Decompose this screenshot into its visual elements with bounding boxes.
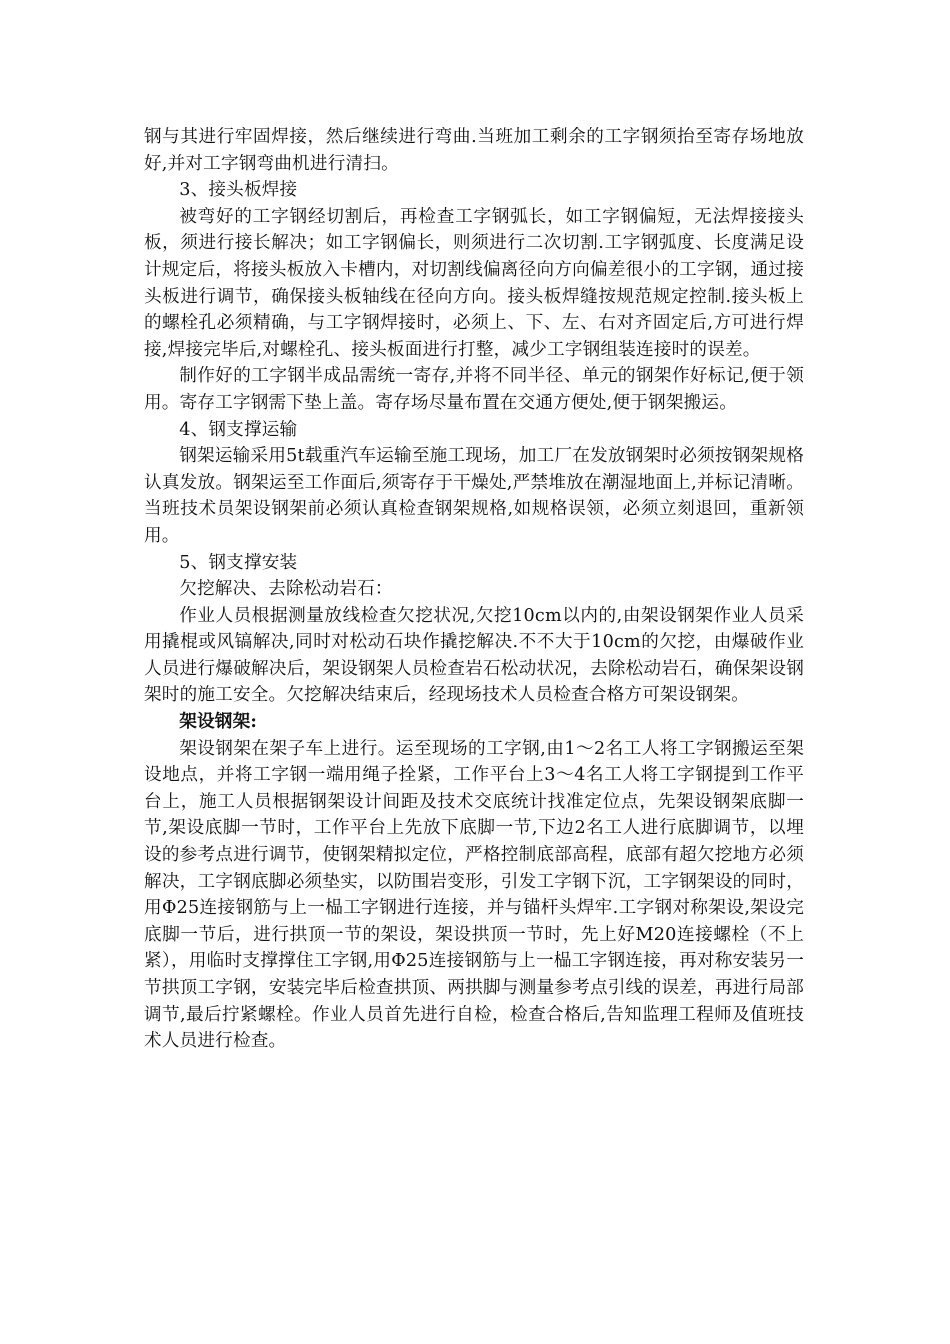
paragraph-underbreak-subheading: 欠挖解决、去除松动岩石： xyxy=(179,579,393,600)
section-heading-joint-plate-welding: 3、接头板焊接 xyxy=(179,180,298,201)
paragraph-joint-plate-welding: 被弯好的工字钢经切割后，再检查工字钢弧长，如工字钢偏短，无法焊接接头板，须进行接长解决；如工字钢偏长，则须进行二次切割.工字钢弧度、长度满足设计规定后，将接头板放入卡槽内，对切割线偏离径向方向偏差很小的工字钢，通过接头板进行调节，确保接头板轴线在径向方向。接头板焊缝按规范规定控制.接头板上的螺栓孔必须精确，与工字钢焊接时，必须上、下、左、右对齐固定后,方可进行焊接,焊接完毕后,对螺栓孔、接头板面进行打整，减少工字钢组装连接时的误差。 xyxy=(144,206,804,360)
paragraph-erect-steel-frame: 架设钢架在架子车上进行。运至现场的工字钢,由1～2名工人将工字钢搬运至架设地点，并将工字钢一端用绳子拴紧，工作平台上3～4名工人将工字钢提到工作平台上，施工人员根据钢架设计间距及技术交底统计找准定位点，先架设钢架底脚一节,架设底脚一节时，工作平台上先放下底脚一节,下边2名工人进行底脚调节，以埋设的参考点进行调节，使钢架精拟定位，严格控制底部高程，底部有超欠挖地方必须解决，工字钢底脚必须垫实，以防围岩变形，引发工字钢下沉，工字钢架设的同时，用Φ25连接钢筋与上一榀工字钢进行连接，并与锚杆头焊牢.工字钢对称架设,架设完底脚一节后，进行拱顶一节的架设，架设拱顶一节时，先上好M20连接螺栓（不上紧），用临时支撑撑住工字钢,用Φ25连接钢筋与上一榀工字钢连接，再对称安装另一节拱顶工字钢，安装完毕后检查拱顶、两拱脚与测量参考点引线的误差，再进行局部调节,最后拧紧螺栓。作业人员首先进行自检，检查合格后,告知监理工程师及值班技术人员进行检查。 xyxy=(144,738,804,1052)
section-heading-installation: 5、钢支撑安装 xyxy=(179,552,298,573)
document-body xyxy=(144,124,804,1055)
section-heading-erect-steel-frame: 架设钢架: xyxy=(179,711,258,733)
paragraph-underbreak: 作业人员根据测量放线检查欠挖状况,欠挖10cm以内的,由架设钢架作业人员采用撬棍或风镐解决,同时对松动石块作撬挖解决.不不大于10cm的欠挖，由爆破作业人员进行爆破解决后，架设钢架人员检查岩石松动状况，去除松动岩石，确保架设钢架时的施工安全。欠挖解决结束后，经现场技术人员检查合格方可架设钢架。 xyxy=(144,605,804,706)
paragraph-bending-continuation: 钢与其进行牢固焊接，然后继续进行弯曲.当班加工剩余的工字钢须抬至寄存场地放好,并对工字钢弯曲机进行清扫。 xyxy=(144,127,804,174)
paragraph-storage: 制作好的工字钢半成品需统一寄存,并将不同半径、单元的钢架作好标记,便于领用。寄存工字钢需下垫上盖。寄存场尽量布置在交通方便处,便于钢架搬运。 xyxy=(144,366,804,413)
paragraph-transport: 钢架运输采用5t载重汽车运输至施工现场，加工厂在发放钢架时必须按钢架规格认真发放。钢架运至工作面后,须寄存于干燥处,严禁堆放在潮湿地面上,并标记清晰。当班技术员架设钢架前必须认真检查钢架规格,如规格误领，必须立刻退回，重新领用。 xyxy=(144,446,804,546)
section-heading-transport: 4、钢支撑运输 xyxy=(179,419,298,440)
